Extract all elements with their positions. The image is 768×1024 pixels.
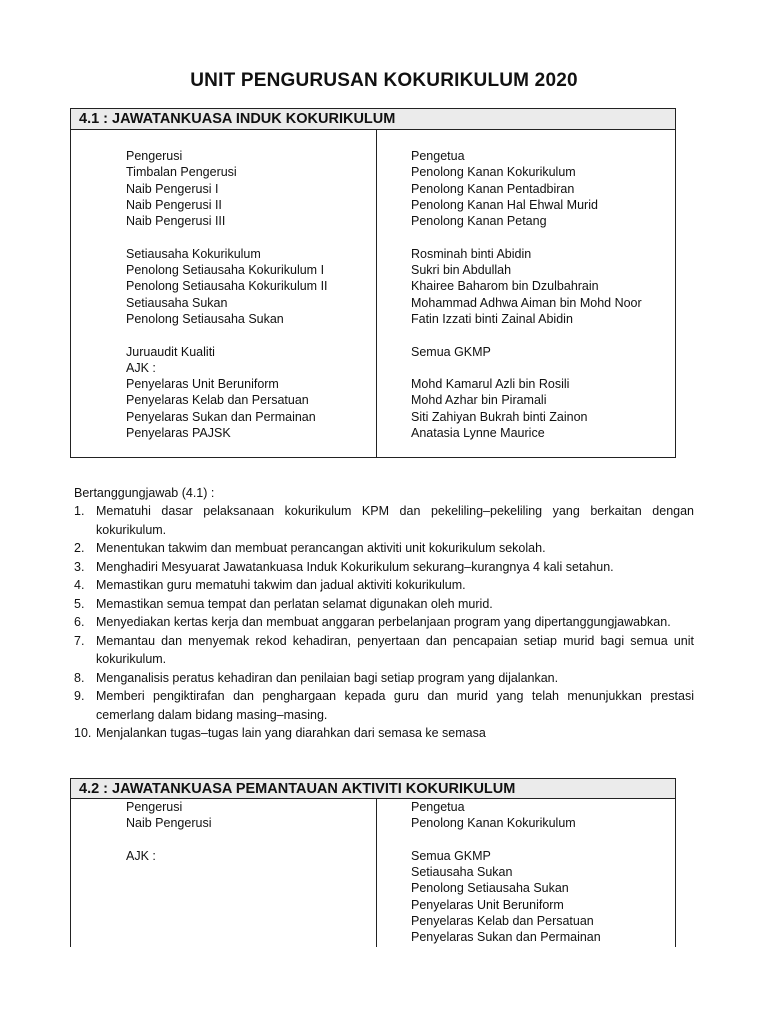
list-item <box>74 595 694 614</box>
position-label: Penolong Setiausaha Kokurikulum II <box>126 279 328 294</box>
position-label: Naib Pengerusi I <box>126 181 219 196</box>
position-label: AJK : <box>126 360 156 375</box>
item-number: 4. <box>74 578 85 592</box>
member-name: Penolong Kanan Kokurikulum <box>411 165 576 180</box>
item-text: Mematuhi dasar pelaksanaan kokurikulum KPM dan pekeliling–pekeliling yang berkaitan dengan kokurikulum. <box>96 504 694 537</box>
committee-body-4-2 <box>71 799 675 947</box>
committee-body-4-1 <box>71 130 675 457</box>
position-label: Naib Pengerusi III <box>126 214 226 229</box>
position-label: Timbalan Pengerusi <box>126 165 237 180</box>
member-name: Penolong Kanan Pentadbiran <box>411 181 575 196</box>
item-number: 8. <box>74 670 85 685</box>
member-name: Pengetua <box>411 149 465 163</box>
spacer <box>126 229 328 245</box>
positions-column <box>126 148 328 441</box>
column-divider <box>376 130 377 457</box>
item-text: Menganalisis peratus kehadiran dan penilaian bagi setiap program yang dijalankan. <box>96 670 559 685</box>
member-name: Penolong Kanan Hal Ehwal Murid <box>411 197 598 212</box>
spacer <box>411 327 642 343</box>
list-item <box>74 576 694 595</box>
item-text: Menjalankan tugas–tugas lain yang diarahkan dari semasa ke semasa <box>96 726 486 740</box>
item-number: 10. <box>74 726 92 740</box>
item-number: 6. <box>74 615 85 629</box>
item-number: 9. <box>74 689 85 703</box>
member-name: Semua GKMP <box>411 344 491 359</box>
position-label: AJK : <box>126 848 156 863</box>
position-label: Penolong Setiausaha Kokurikulum I <box>126 263 325 278</box>
list-item <box>74 724 694 743</box>
position-label: Penyelaras PAJSK <box>126 426 231 441</box>
member-name: Penyelaras Unit Beruniform <box>411 897 564 912</box>
member-name: Siti Zahiyan Bukrah binti Zainon <box>411 409 588 424</box>
member-name: Penyelaras Sukan dan Permainan <box>411 930 601 945</box>
position-label: Setiausaha Sukan <box>126 295 228 310</box>
member-name: Fatin Izzati binti Zainal Abidin <box>411 311 573 326</box>
position-label: Penyelaras Sukan dan Permainan <box>126 409 316 424</box>
member-name: Mohd Azhar bin Piramali <box>411 393 547 408</box>
responsibilities-list <box>74 502 694 743</box>
positions-column <box>126 799 211 864</box>
member-name: Anatasia Lynne Maurice <box>411 426 545 441</box>
item-number: 3. <box>74 559 85 574</box>
page-title: UNIT PENGURUSAN KOKURIKULUM 2020 <box>190 70 578 91</box>
item-number: 2. <box>74 541 85 555</box>
member-name: Mohd Kamarul Azli bin Rosili <box>411 377 570 392</box>
section-heading-4-2: 4.2 : JAWATANKUASA PEMANTAUAN AKTIVITI KOKURIKULUM <box>71 779 675 799</box>
list-item <box>74 669 694 688</box>
item-text: Memantau dan menyemak rekod kehadiran, penyertaan dan pencapaian setiap murid bagi semua unit kokurikulum. <box>96 633 694 666</box>
position-label: Pengerusi <box>126 149 183 163</box>
position-label: Penolong Setiausaha Sukan <box>126 311 284 326</box>
member-name: Penolong Setiausaha Sukan <box>411 881 569 896</box>
committee-table-4-2 <box>70 778 676 947</box>
list-item <box>74 632 694 669</box>
member-name: Pengetua <box>411 800 465 814</box>
list-item <box>74 502 694 539</box>
member-name: Mohammad Adhwa Aiman bin Mohd Noor <box>411 295 642 310</box>
member-name: Semua GKMP <box>411 848 491 863</box>
names-column <box>411 148 642 441</box>
list-item <box>74 613 694 632</box>
position-label: Setiausaha Kokurikulum <box>126 246 261 261</box>
item-number: 5. <box>74 596 85 611</box>
member-name: Penolong Kanan Petang <box>411 214 547 229</box>
item-text: Memberi pengiktirafan dan penghargaan kepada guru dan murid yang telah menunjukkan prestasi cemerlang dalam bidang masing–masing. <box>96 689 694 722</box>
item-number: 7. <box>74 633 85 648</box>
names-column <box>411 799 601 946</box>
position-label: Pengerusi <box>126 800 183 814</box>
item-number: 1. <box>74 504 85 518</box>
item-text: Menyediakan kertas kerja dan membuat anggaran perbelanjaan program yang dipertanggungjawabkan. <box>96 615 671 629</box>
item-text: Memastikan guru mematuhi takwim dan jadual aktiviti kokurikulum. <box>96 578 466 592</box>
list-item <box>74 539 694 558</box>
item-text: Menghadiri Mesyuarat Jawatankuasa Induk Kokurikulum sekurang–kurangnya 4 kali setahun. <box>96 559 614 574</box>
member-name: Khairee Baharom bin Dzulbahrain <box>411 279 599 294</box>
member-name: Setiausaha Sukan <box>411 865 513 880</box>
responsibilities-intro: Bertanggungjawab (4.1) : <box>74 486 215 500</box>
list-item <box>74 558 694 577</box>
member-name: Rosminah binti Abidin <box>411 246 532 261</box>
position-label: Penyelaras Kelab dan Persatuan <box>126 393 309 408</box>
spacer <box>411 832 601 848</box>
member-name: Penyelaras Kelab dan Persatuan <box>411 914 594 929</box>
spacer <box>411 229 642 245</box>
position-label: Penyelaras Unit Beruniform <box>126 377 279 392</box>
committee-table-4-1 <box>70 108 676 458</box>
member-name: Sukri bin Abdullah <box>411 263 512 278</box>
responsibilities-section <box>74 484 694 743</box>
position-label: Naib Pengerusi <box>126 816 212 831</box>
member-name: Penolong Kanan Kokurikulum <box>411 816 576 831</box>
spacer <box>126 327 328 343</box>
spacer <box>411 360 642 376</box>
list-item <box>74 687 694 724</box>
item-text: Memastikan semua tempat dan perlatan selamat digunakan oleh murid. <box>96 596 493 611</box>
spacer <box>126 832 211 848</box>
position-label: Juruaudit Kualiti <box>126 344 215 359</box>
column-divider <box>376 799 377 947</box>
position-label: Naib Pengerusi II <box>126 197 222 212</box>
item-text: Menentukan takwim dan membuat perancangan aktiviti unit kokurikulum sekolah. <box>96 541 546 555</box>
section-heading-4-1: 4.1 : JAWATANKUASA INDUK KOKURIKULUM <box>71 109 675 130</box>
